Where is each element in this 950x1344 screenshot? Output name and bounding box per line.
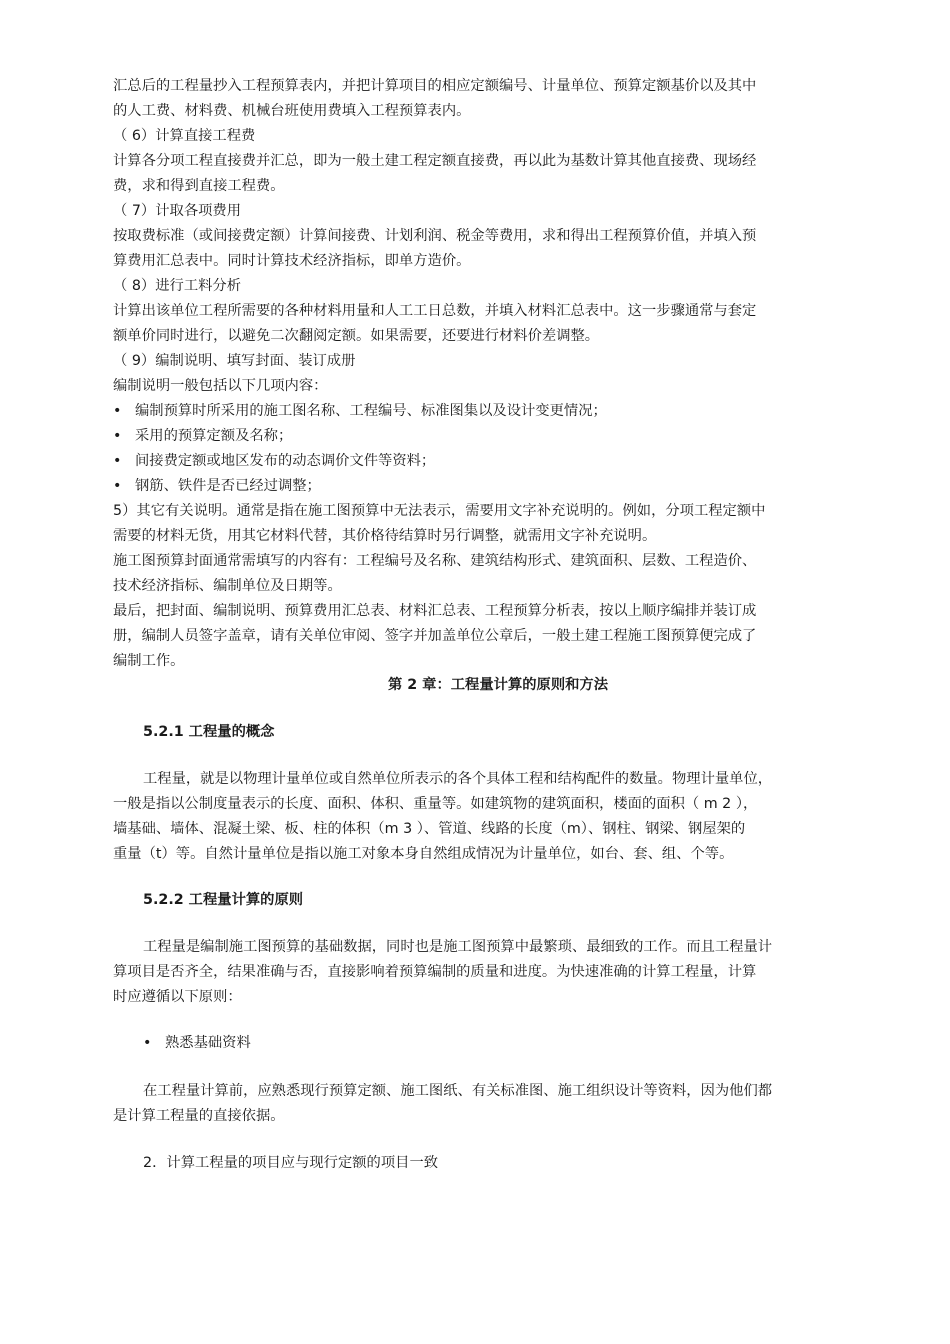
paragraph-line: 算项目是否齐全，结果准确与否，直接影响着预算编制的质量和进度。为快速准确的计算工程量，计算 [113, 964, 757, 980]
paragraph-line: 的人工费、材料费、机械台班使用费填入工程预算表内。 [113, 103, 471, 119]
paragraph-line: 费，求和得到直接工程费。 [113, 178, 285, 194]
paragraph-line: 墙基础、墙体、混凝土梁、板、柱的体积（m 3 ）、管道、线路的长度（m）、钢柱、钢梁、钢屋架的 [113, 821, 746, 837]
paragraph-line: 计算各分项工程直接费并汇总，即为一般土建工程定额直接费，再以此为基数计算其他直接费、现场经 [113, 153, 757, 169]
step-6 [113, 124, 883, 199]
section-521-body [113, 767, 883, 867]
section-title: 5.2.1 工程量的概念 [143, 724, 275, 740]
bullet-icon: • [113, 403, 122, 419]
section-title: 5.2.2 工程量计算的原则 [143, 892, 304, 908]
list-item [113, 474, 883, 499]
basic-data-paragraph [113, 1079, 883, 1129]
top-paragraph [113, 74, 883, 124]
list-item [113, 399, 883, 424]
step-8 [113, 274, 883, 349]
paragraph-line: 额单价同时进行，以避免二次翻阅定额。如果需要，还要进行材料价差调整。 [113, 328, 600, 344]
paragraph-line: 按取费标准（或间接费定额）计算间接费、计划利润、税金等费用，求和得出工程预算价值，并填入预 [113, 228, 757, 244]
chapter-title: 第 2 章：工程量计算的原则和方法 [387, 677, 609, 693]
list-item [143, 1031, 883, 1056]
step-heading: （ 7）计取各项费用 [113, 203, 242, 219]
paragraph-line: 5）其它有关说明。通常是指在施工图预算中无法表示，需要用文字补充说明的。例如，分项工程定额中 [113, 503, 766, 519]
paragraph-line: 需要的材料无货，用其它材料代替，其价格待结算时另行调整，就需用文字补充说明。 [113, 528, 657, 544]
list-item [113, 424, 883, 449]
list-item-text: 熟悉基础资料 [165, 1035, 251, 1051]
paragraph-line: 工程量是编制施工图预算的基础数据，同时也是施工图预算中最繁琐、最细致的工作。而且工程量计 [143, 939, 773, 955]
paragraph-line: 册，编制人员签字盖章，请有关单位审阅、签字并加盖单位公章后，一般土建工程施工图预算便完成了 [113, 628, 757, 644]
paragraph-line: 最后，把封面、编制说明、预算费用汇总表、材料汇总表、工程预算分析表，按以上顺序编排并装订成 [113, 603, 757, 619]
paragraph-line: 施工图预算封面通常需填写的内容有：工程编号及名称、建筑结构形式、建筑面积、层数、工程造价、 [113, 553, 757, 569]
bullet-icon: • [113, 428, 122, 444]
step-heading: （ 9）编制说明、填写封面、装订成册 [113, 353, 356, 369]
paragraph-line: 技术经济指标、编制单位及日期等。 [113, 578, 342, 594]
numbered-item: 2．计算工程量的项目应与现行定额的项目一致 [143, 1155, 439, 1171]
paragraph-line: 编制工作。 [113, 653, 185, 669]
section-522-body [113, 935, 883, 1010]
bullet-icon: • [113, 478, 122, 494]
other-notes [113, 499, 883, 674]
list-item-text: 间接费定额或地区发布的动态调价文件等资料； [135, 453, 436, 469]
step-9 [113, 349, 883, 399]
paragraph-line: 一般是指以公制度量表示的长度、面积、体积、重量等。如建筑物的建筑面积，楼面的面积（ m 2 ）， [113, 796, 758, 812]
step-heading: （ 6）计算直接工程费 [113, 128, 256, 144]
paragraph-line: 是计算工程量的直接依据。 [113, 1108, 285, 1124]
paragraph-line: 编制说明一般包括以下几项内容： [113, 378, 328, 394]
list-item [113, 449, 883, 474]
step-heading: （ 8）进行工料分析 [113, 278, 242, 294]
paragraph-line: 工程量，就是以物理计量单位或自然单位所表示的各个具体工程和结构配件的数量。物理计量单位， [143, 771, 773, 787]
list-item-text: 钢筋、铁件是否已经过调整； [135, 478, 321, 494]
bullet-icon: • [143, 1035, 152, 1051]
paragraph-line: 计算出该单位工程所需要的各种材料用量和人工工日总数，并填入材料汇总表中。这一步骤通常与套定 [113, 303, 757, 319]
list-item-text: 编制预算时所采用的施工图名称、工程编号、标准图集以及设计变更情况； [135, 403, 607, 419]
paragraph-line: 汇总后的工程量抄入工程预算表内，并把计算项目的相应定额编号、计量单位、预算定额基价以及其中 [113, 78, 757, 94]
paragraph-line: 算费用汇总表中。同时计算技术经济指标，即单方造价。 [113, 253, 471, 269]
paragraph-line: 在工程量计算前，应熟悉现行预算定额、施工图纸、有关标准图、施工组织设计等资料，因为他们都 [143, 1083, 773, 1099]
paragraph-line: 重量（t）等。自然计量单位是指以施工对象本身自然组成情况为计量单位，如台、套、组、个等。 [113, 846, 734, 862]
step-7 [113, 199, 883, 274]
list-item-text: 采用的预算定额及名称； [135, 428, 293, 444]
paragraph-line: 时应遵循以下原则： [113, 989, 242, 1005]
bullet-icon: • [113, 453, 122, 469]
